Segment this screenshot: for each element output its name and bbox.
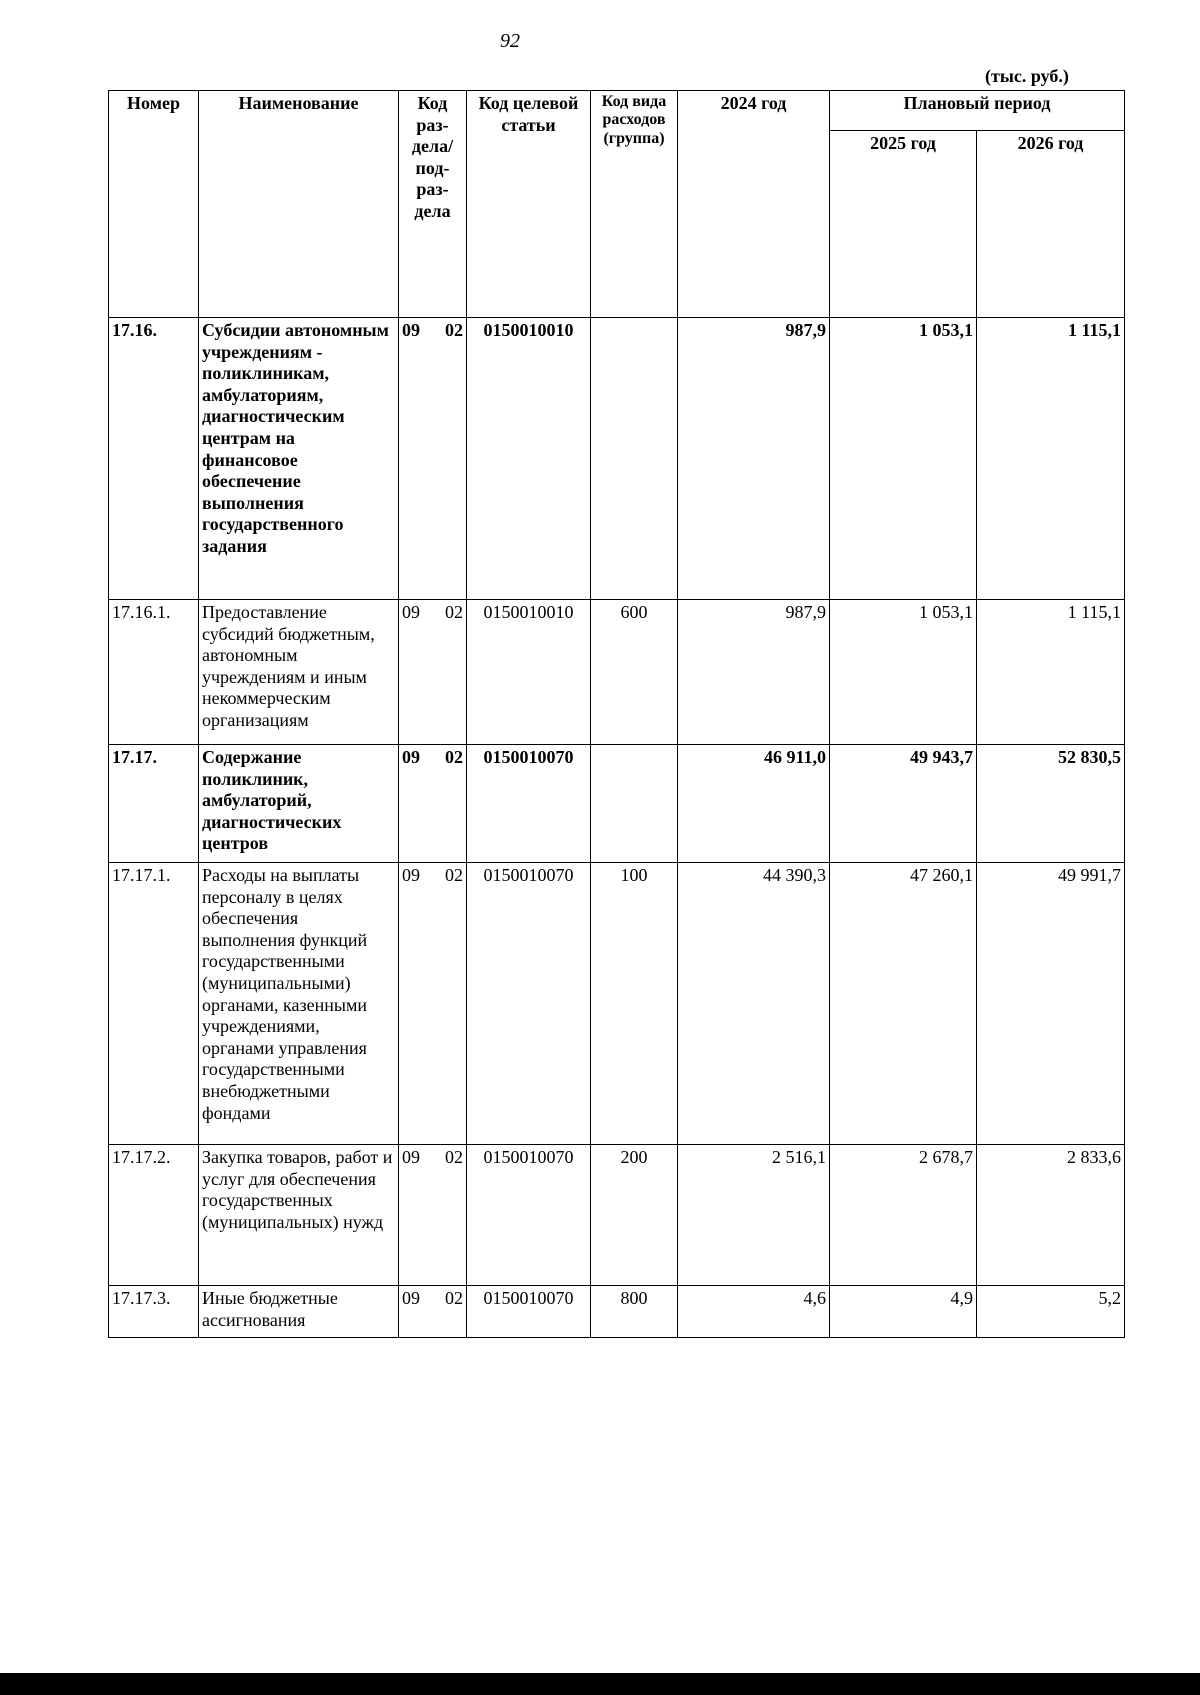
row-section — [399, 318, 467, 600]
row-2026: 1 115,1 — [977, 318, 1125, 600]
header-year-2024: 2024 год — [678, 91, 830, 318]
subsection-code: 02 — [445, 602, 463, 622]
row-section — [399, 1145, 467, 1286]
row-number: 17.17.1. — [109, 863, 199, 1145]
subsection-code: 02 — [445, 1288, 463, 1308]
header-expense-type: Код вида расходов (группа) — [591, 91, 678, 318]
row-2026: 1 115,1 — [977, 600, 1125, 745]
subsection-code: 02 — [445, 865, 463, 885]
header-year-2026: 2026 год — [977, 131, 1125, 318]
header-target: Код целевой статьи — [467, 91, 591, 318]
scan-border — [0, 1673, 1200, 1695]
row-expense-type: 200 — [591, 1145, 678, 1286]
row-expense-type: 800 — [591, 1286, 678, 1338]
row-2026: 2 833,6 — [977, 1145, 1125, 1286]
row-2024: 2 516,1 — [678, 1145, 830, 1286]
header-section: Код раз-дела/ под-раз-дела — [399, 91, 467, 318]
row-expense-type: 600 — [591, 600, 678, 745]
section-code: 09 — [402, 1147, 420, 1167]
section-code: 09 — [402, 320, 420, 340]
page-number: 92 — [500, 30, 520, 52]
row-section — [399, 600, 467, 745]
row-number: 17.17. — [109, 745, 199, 863]
row-section — [399, 1286, 467, 1338]
row-number: 17.17.3. — [109, 1286, 199, 1338]
subsection-code: 02 — [445, 747, 463, 767]
table-row — [109, 1286, 1125, 1338]
section-code: 09 — [402, 1288, 420, 1308]
row-target: 0150010010 — [467, 318, 591, 600]
row-2024: 987,9 — [678, 318, 830, 600]
row-number: 17.17.2. — [109, 1145, 199, 1286]
row-2025: 2 678,7 — [830, 1145, 977, 1286]
section-code: 09 — [402, 747, 420, 767]
row-2025: 49 943,7 — [830, 745, 977, 863]
section-code: 09 — [402, 865, 420, 885]
row-expense-type: 100 — [591, 863, 678, 1145]
header-planned-period: Плановый период — [830, 91, 1125, 131]
section-code: 09 — [402, 602, 420, 622]
header-number: Номер — [109, 91, 199, 318]
row-name: Субсидии автономным учреждениям - поликлиникам, амбулаториям, диагностическим центрам на финансовое обеспечение выполнения государственного задания — [199, 318, 399, 600]
row-2025: 4,9 — [830, 1286, 977, 1338]
row-target: 0150010010 — [467, 600, 591, 745]
row-target: 0150010070 — [467, 745, 591, 863]
row-target: 0150010070 — [467, 1145, 591, 1286]
row-2026: 49 991,7 — [977, 863, 1125, 1145]
row-2026: 52 830,5 — [977, 745, 1125, 863]
row-target: 0150010070 — [467, 1286, 591, 1338]
table-row — [109, 600, 1125, 745]
row-name: Иные бюджетные ассигнования — [199, 1286, 399, 1338]
table-row — [109, 745, 1125, 863]
row-target: 0150010070 — [467, 863, 591, 1145]
header-name: Наименование — [199, 91, 399, 318]
row-2024: 987,9 — [678, 600, 830, 745]
row-name: Расходы на выплаты персоналу в целях обеспечения выполнения функций государственными (муниципальными) органами, казенными учреждениями, органами управления государственными внебюджетными фондами — [199, 863, 399, 1145]
row-2025: 1 053,1 — [830, 600, 977, 745]
units-label: (тыс. руб.) — [985, 66, 1069, 86]
row-2026: 5,2 — [977, 1286, 1125, 1338]
row-name: Закупка товаров, работ и услуг для обеспечения государственных (муниципальных) нужд — [199, 1145, 399, 1286]
budget-table — [108, 90, 1125, 1338]
row-name: Предоставление субсидий бюджетным, автономным учреждениям и иным некоммерческим организациям — [199, 600, 399, 745]
subsection-code: 02 — [445, 1147, 463, 1167]
table-row — [109, 863, 1125, 1145]
row-2024: 4,6 — [678, 1286, 830, 1338]
row-number: 17.16.1. — [109, 600, 199, 745]
row-expense-type — [591, 318, 678, 600]
subsection-code: 02 — [445, 320, 463, 340]
row-2025: 47 260,1 — [830, 863, 977, 1145]
row-2025: 1 053,1 — [830, 318, 977, 600]
row-number: 17.16. — [109, 318, 199, 600]
table-row — [109, 318, 1125, 600]
row-name: Содержание поликлиник, амбулаторий, диагностических центров — [199, 745, 399, 863]
row-2024: 46 911,0 — [678, 745, 830, 863]
row-2024: 44 390,3 — [678, 863, 830, 1145]
header-year-2025: 2025 год — [830, 131, 977, 318]
table-row — [109, 1145, 1125, 1286]
row-expense-type — [591, 745, 678, 863]
row-section — [399, 745, 467, 863]
row-section — [399, 863, 467, 1145]
